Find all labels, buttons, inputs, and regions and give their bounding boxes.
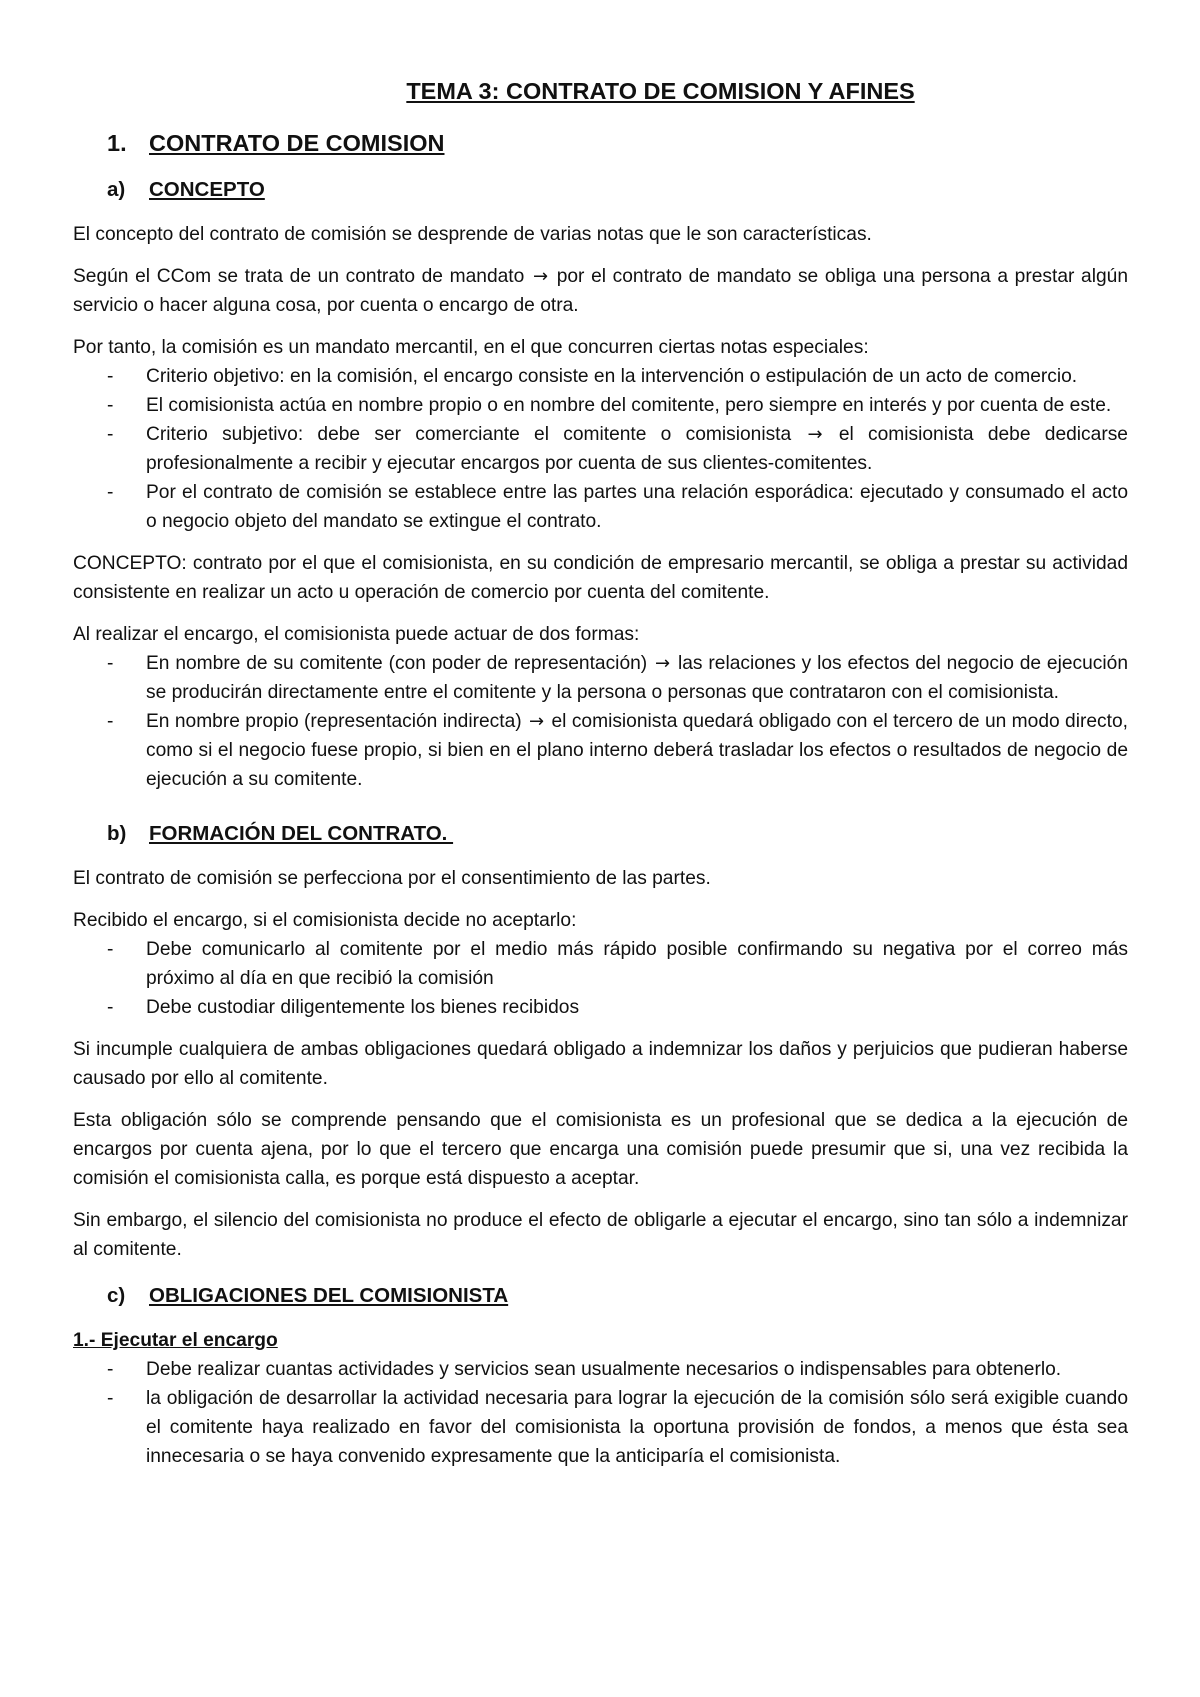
subsection-title: CONCEPTO (149, 178, 265, 201)
right-arrow-icon: → (807, 424, 823, 445)
paragraph: Recibido el encargo, si el comisionista decide no aceptarlo: (73, 910, 577, 931)
list-item (73, 391, 1128, 420)
right-arrow-icon: → (529, 711, 545, 732)
list-item (73, 478, 1128, 536)
dash-bullet: - (107, 395, 114, 416)
dash-bullet: - (107, 711, 114, 732)
list-item (73, 935, 1128, 993)
list-item-text: Debe realizar cuantas actividades y servicios sean usualmente necesarios o indispensables para obtenerlo. (146, 1359, 1062, 1380)
text-run: por el contrato de mandato se obliga una persona a prestar algún servicio o hacer alguna cosa, por cuenta o encargo de otra. (73, 266, 1128, 316)
paragraph: El concepto del contrato de comisión se desprende de varias notas que le son características. (73, 224, 872, 245)
dash-bullet: - (107, 1388, 114, 1409)
subsection-letter: c) (107, 1284, 126, 1307)
list-item (73, 649, 1128, 707)
paragraph: Por tanto, la comisión es un mandato mercantil, en el que concurren ciertas notas especiales: (73, 337, 869, 358)
dash-bullet: - (107, 1359, 114, 1380)
right-arrow-icon: → (532, 266, 549, 287)
section-number: 1. (107, 130, 127, 156)
subsection-title: OBLIGACIONES DEL COMISIONISTA (149, 1284, 509, 1307)
right-arrow-icon: → (655, 653, 671, 674)
list-item-text: Por el contrato de comisión se establece entre las partes una relación esporádica: ejecutado y consumado el acto o negocio objeto del mandato se extingue el contrato. (146, 482, 1128, 532)
list-item-text: Criterio subjetivo: debe ser comerciante el comitente o comisionista (146, 424, 792, 445)
dash-bullet: - (107, 424, 114, 445)
dash-list (73, 649, 1128, 794)
paragraph: Al realizar el encargo, el comisionista puede actuar de dos formas: (73, 624, 640, 645)
dash-bullet: - (107, 366, 114, 387)
list-item-text: En nombre propio (representación indirecta) (146, 711, 522, 732)
list-item-text: Debe comunicarlo al comitente por el medio más rápido posible confirmando su negativa por el correo más próximo al día en que recibió la comisión (146, 939, 1128, 989)
subsection-letter: b) (107, 822, 127, 845)
subsection-b-heading (73, 820, 1128, 848)
list-item-text: El comisionista actúa en nombre propio o en nombre del comitente, pero siempre en interés y por cuenta de este. (146, 395, 1112, 416)
dash-list (73, 362, 1128, 536)
dash-list (73, 1355, 1128, 1471)
list-item-text: En nombre de su comitente (con poder de representación) (146, 653, 648, 674)
list-item (73, 362, 1128, 391)
subsection-title: FORMACIÓN DEL CONTRATO. (149, 822, 454, 845)
paragraph: Esta obligación sólo se comprende pensando que el comisionista es un profesional que se dedica a la ejecución de encargos por cuenta ajena, por lo que el tercero que encarga una comisión puede presumir que si, una vez recibida la comisión el comisionista calla, es porque está dispuesto a aceptar. (73, 1110, 1128, 1189)
paragraph: CONCEPTO: contrato por el que el comisionista, en su condición de empresario mercantil, se obliga a prestar su actividad consistente en realizar un acto u operación de comercio por cuenta del comitente. (73, 553, 1128, 603)
list-item (73, 420, 1128, 478)
subsection-letter: a) (107, 178, 126, 201)
paragraph (73, 262, 1128, 320)
dash-bullet: - (107, 482, 114, 503)
section-title: CONTRATO DE COMISION (149, 130, 445, 156)
dash-bullet: - (107, 997, 114, 1018)
list-item (73, 993, 1128, 1022)
paragraph: Si incumple cualquiera de ambas obligaciones quedará obligado a indemnizar los daños y perjuicios que pudieran haberse causado por ello al comitente. (73, 1039, 1128, 1089)
list-item-text: el comisionista debe dedicarse profesionalmente a recibir y ejecutar encargos por cuenta de sus clientes-comitentes. (146, 424, 1128, 474)
paragraph: El contrato de comisión se perfecciona por el consentimiento de las partes. (73, 868, 711, 889)
list-item (73, 1355, 1128, 1384)
list-item-text: Criterio objetivo: en la comisión, el encargo consiste en la intervención o estipulación de un acto de comercio. (146, 366, 1078, 387)
dash-bullet: - (107, 939, 114, 960)
list-item (73, 1384, 1128, 1471)
document-title: TEMA 3: CONTRATO DE COMISION Y AFINES (406, 78, 915, 104)
list-item-text: Debe custodiar diligentemente los bienes recibidos (146, 997, 580, 1018)
dash-bullet: - (107, 653, 114, 674)
subsection-c-heading (73, 1282, 1128, 1310)
list-item-text: el comisionista quedará obligado con el tercero de un modo directo, como si el negocio fuese propio, si bien en el plano interno deberá trasladar los efectos o resultados de negocio de ejecución a su comitente. (146, 711, 1128, 790)
list-item-text: las relaciones y los efectos del negocio de ejecución se producirán directamente entre el comitente y la persona o personas que contrataron con el comisionista. (146, 653, 1128, 703)
section-1-heading (73, 128, 1128, 158)
subsection-a-heading (73, 176, 1128, 204)
list-item-text: la obligación de desarrollar la actividad necesaria para lograr la ejecución de la comisión sólo será exigible cuando el comitente haya realizado en favor del comisionista la oportuna provisión de fondos, a menos que ésta sea innecesaria o se haya convenido expresamente que la anticiparía el comisionista. (146, 1388, 1128, 1467)
text-run: Según el CCom se trata de un contrato de mandato (73, 266, 525, 287)
list-item (73, 707, 1128, 794)
paragraph: Sin embargo, el silencio del comisionista no produce el efecto de obligarle a ejecutar el encargo, sino tan sólo a indemnizar al comitente. (73, 1210, 1128, 1260)
dash-list (73, 935, 1128, 1022)
sub-subsection-heading: 1.- Ejecutar el encargo (73, 1330, 278, 1351)
